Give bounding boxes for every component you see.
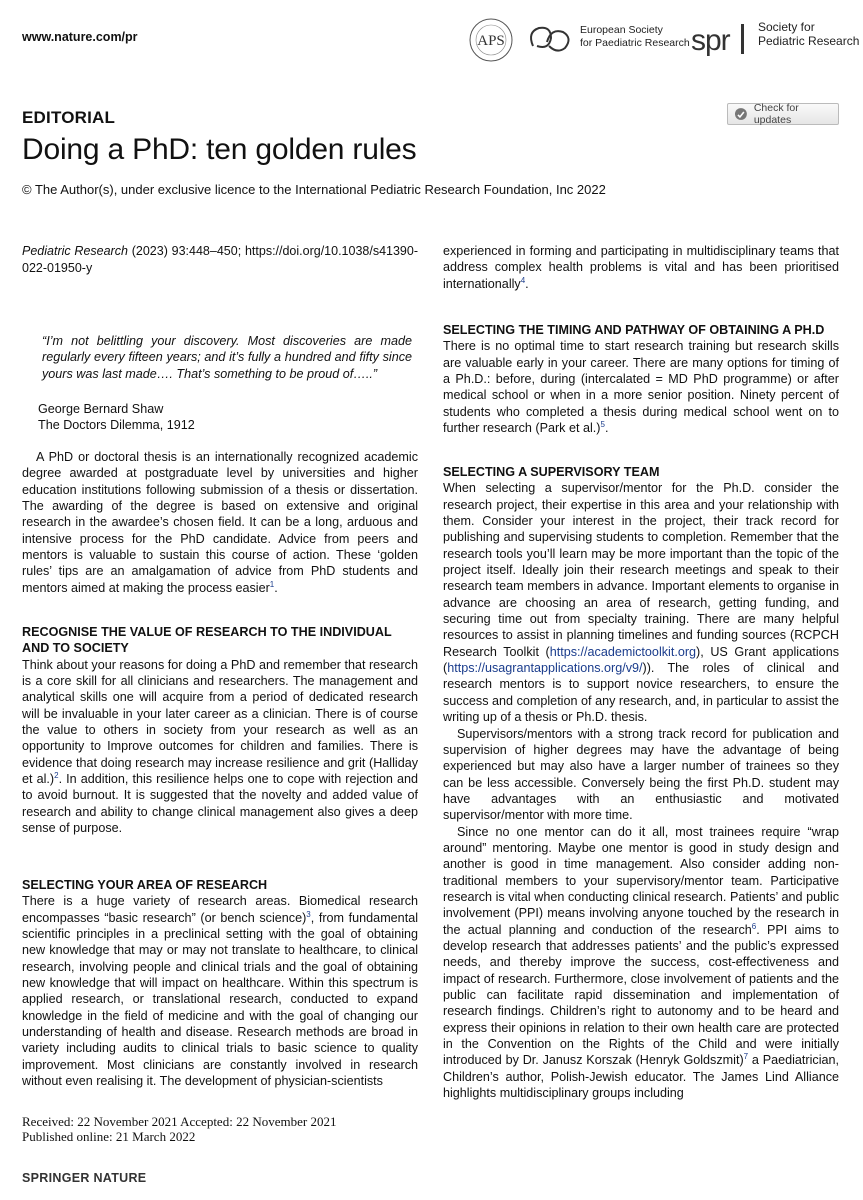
left-column-section-1	[22, 624, 418, 836]
paragraph-supervisory-2: Supervisors/mentors with a strong track record for publication and supervision of higher degrees may have the advantage of being experienced but may also have a larger number of trainees so they can be less accessible. Conversely being the first Ph.D. student may have advantages with an enthusiastic and motivated supervisor/mentor with more time.	[443, 726, 839, 823]
article-title: Doing a PhD: ten golden rules	[22, 133, 417, 166]
ref-4[interactable]: 4	[520, 275, 526, 285]
ref-5[interactable]: 5	[600, 419, 605, 429]
journal-url[interactable]: www.nature.com/pr	[22, 30, 138, 44]
heading-area-of-research: SELECTING YOUR AREA OF RESEARCH	[22, 878, 268, 892]
paragraph-timing: There is no optimal time to start research training but research skills are valuable early in your career. There are many options for timing of a Ph.D.: before, during (intercalated = MD PhD programme) or after medical school or when in a more senior position. Ninety percent of students who completed a thesis during medical school went on to further research (Park et al.)$^5$.	[443, 339, 839, 436]
copyright-line: © The Author(s), under exclusive licence to the International Pediatric Research Foundation, Inc 2022	[22, 182, 606, 197]
rcpch-toolkit-link[interactable]: https://academictoolkit.org	[549, 644, 697, 659]
publisher-logo: SPRINGER NATURE	[22, 1171, 147, 1185]
espr-swirl-icon	[531, 28, 569, 51]
paragraph-supervisory-1: When selecting a supervisor/mentor for the Ph.D. consider the research project, their expertise in this area and your relationship with them. Consider your interest in the project, their track record for publishing and supervising students to completion. Remember that the research tools you’ll learn may be more important than the topic of the project itself. Ideally join their research meetings and speak to their research team members in advance. Important elements to organise in advance are choosing an area of research, getting funding, and securing time out from specialty training. There are many helpful resources to assist in planning timelines and funding sources (RCPCH Research Toolkit (https://academictoolkit.org), US Grant applications (https://usagrantapplications.org/v9/)). The roles of clinical and research mentors is to support novice researchers, to ensure the success and completion of any research, and, in particular to assist the writing up of a thesis or Ph.D. thesis.	[443, 481, 839, 725]
right-column-continuation	[443, 243, 839, 292]
epigraph-attribution	[38, 401, 195, 434]
right-column-section-timing	[443, 322, 839, 436]
us-grant-link[interactable]: https://usagrantapplications.org/v9/	[447, 661, 643, 676]
paragraph-area-of-research: There is a huge variety of research areas. Biomedical research encompasses “basic research” (or bench science)$^3$, from fundamental scientific principles in a preclinical setting with the goal of obtaining new knowledge that may or may not translate to healthcare, to clinical research, involving people and clinical trials and the goal of obtaining new knowledge that will impact on healthcare. Within this spectrum is applied research, or translational research, conducted to expand knowledge in the field of medicine and with the goal of changing our understanding of health and disease. Research methods are broad in variety including audits to clinical trials to basic science to quality improvement. Most clinicians are constantly involved in research without even realising it. The development of physician-scientists	[22, 894, 418, 1089]
heading-supervisory-team: SELECTING A SUPERVISORY TEAM	[443, 465, 660, 479]
paragraph-value-of-research: Think about your reasons for doing a PhD and remember that research is a core skill for all clinicians and researchers. The management and analytical skills one will acquire from a period of dedicated research will be invaluable in your later career as a clinician. There is of course the value to others in society from your research as well as an opportunity to Improve outcomes for children and families. There is evidence that doing research may increase resilience and grit (Halliday et al.)$^2$. In addition, this resilience helps one to cope with rejection and to avoid burnout. It is suggested that the novelty and added value of research and ability to change clinical management also gives a deep sense of purpose.	[22, 657, 419, 836]
received-accepted: Received: 22 November 2021 Accepted: 22 November 2021	[22, 1114, 337, 1129]
aps-text: APS	[477, 33, 505, 49]
ref-6[interactable]: 6	[751, 921, 757, 931]
section-label: EDITORIAL	[22, 108, 116, 127]
update-icon	[734, 107, 748, 121]
ref-1[interactable]: 1	[269, 579, 275, 589]
heading-timing: SELECTING THE TIMING AND PATHWAY OF OBTAINING A PH.D	[443, 323, 825, 337]
citation-doi[interactable]: (2023) 93:448–450; https://doi.org/10.1038/s41390-022-01950-y	[22, 244, 419, 275]
paragraph-supervisory-3: Since no one mentor can do it all, most trainees require “wrap around” mentoring. Maybe one mentor is good in study design and another is good in time management. Also consider adding non-traditional members to your supervisory/mentor team. Participative research is vital when conducting clinical research. Patients’ and public involvement (PPI) means involving anyone touched by the research in the actual planning and conduction of the research$^6$. PPI aims to develop research that addresses patients’ and the public’s expressed needs, and thereby improve the success, cost-effectiveness and impact of research. Furthermore, close involvement of patients and the public can facilitate rapid dissemination and implementation of research findings. Children’s right to autonomy and to be heard and express their opinions in relation to their own health care are protected in the Convention on the Rights of the Child and were initially introduced by Dr. Janusz Korszak (Henryk Goldszmit)$^7$ a Paediatrician, Children’s author, Polish-Jewish educator. The James Lind Alliance highlights multidisciplinary groups including	[443, 824, 839, 1101]
epigraph-quote: “I’m not belittling your discovery. Most discoveries are made regularly every fifteen years; and it’s fully a hundred and fifty since yours was last made…. That’s something to be proud of…..”	[42, 334, 412, 381]
ref-2[interactable]: 2	[54, 770, 59, 780]
quote-source: The Doctors Dilemma, 1912	[38, 418, 195, 433]
check-for-updates-label: Check for updates	[753, 102, 799, 126]
received-dates	[22, 1114, 336, 1144]
spr-text: spr	[691, 24, 730, 57]
published-online: Published online: 21 March 2022	[22, 1129, 196, 1144]
citation-journal: Pediatric Research	[22, 244, 128, 258]
continuation-paragraph: experienced in forming and participating in multidisciplinary teams that address complex health problems is vital and has been prioritised internationally$^4$.	[443, 244, 839, 291]
ref-3[interactable]: 3	[306, 909, 311, 919]
quote-author: George Bernard Shaw	[38, 402, 164, 416]
citation	[22, 243, 418, 276]
espr-text: European Society for Paediatric Research	[580, 24, 690, 49]
spr-society-text: Society for Pediatric Research	[758, 20, 860, 48]
ref-7[interactable]: 7	[743, 1052, 749, 1062]
heading-value-of-research: RECOGNISE THE VALUE OF RESEARCH TO THE INDIVIDUAL AND TO SOCIETY	[22, 625, 392, 656]
right-column-section-supervisory	[443, 464, 839, 1101]
left-column-intro	[22, 449, 418, 596]
intro-paragraph: A PhD or doctoral thesis is an internationally recognized academic degree awarded at postgraduate level by universities and higher education institutions following submission of a thesis or dissertation. The awarding of the degree is based on extensive and original research in the awardee’s chosen field. It can be a long, arduous and intensive process for the PhD candidate. Advice from peers and mentors is valuable to sustain this course of action. These ‘golden rules’ tips are an amalgamation of advice from PhD students and mentors aimed at making the process easier$^1$.	[22, 450, 418, 595]
left-column-section-2	[22, 877, 418, 1089]
check-for-updates-button[interactable]	[727, 103, 839, 125]
